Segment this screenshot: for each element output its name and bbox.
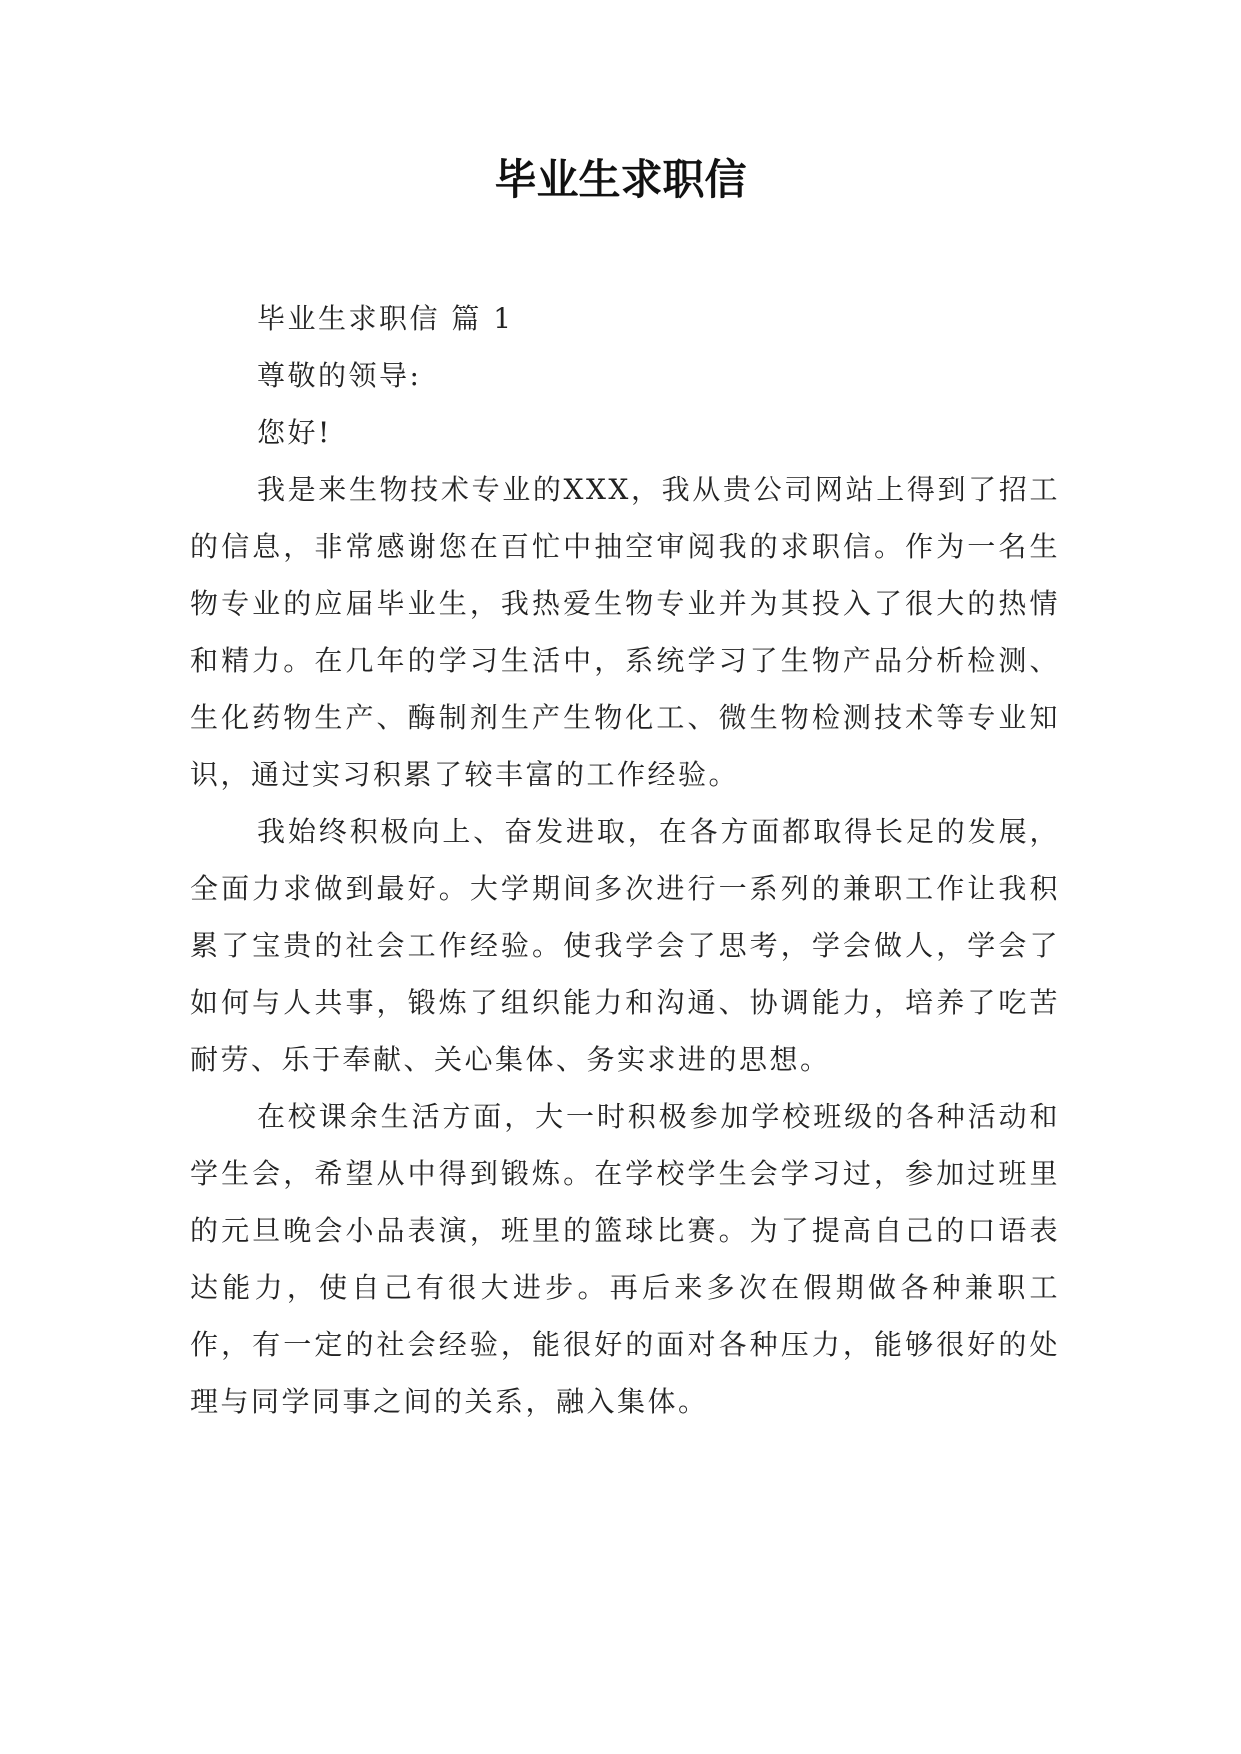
- section-heading: 毕业生求职信 篇 1: [257, 302, 514, 335]
- salutation: 尊敬的领导:: [257, 359, 422, 392]
- greeting: 您好!: [257, 416, 332, 449]
- body-paragraph: 我始终积极向上、奋发进取，在各方面都取得长足的发展，全面力求做到最好。大学期间多次进行一系列的兼职工作让我积累了宝贵的社会工作经验。使我学会了思考，学会做人，学会了如何与人共事，锻炼了组织能力和沟通、协调能力，培养了吃苦耐劳、乐于奉献、关心集体、务实求进的思想。: [190, 815, 1060, 1076]
- body-paragraph: 我是来生物技术专业的XXX，我从贵公司网站上得到了招工的信息，非常感谢您在百忙中抽空审阅我的求职信。作为一名生物专业的应届毕业生，我热爱生物专业并为其投入了很大的热情和精力。在几年的学习生活中，系统学习了生物产品分析检测、生化药物生产、酶制剂生产生物化工、微生物检测技术等专业知识，通过实习积累了较丰富的工作经验。: [190, 473, 1060, 791]
- body-paragraph: 在校课余生活方面，大一时积极参加学校班级的各种活动和学生会，希望从中得到锻炼。在学校学生会学习过，参加过班里的元旦晚会小品表演，班里的篮球比赛。为了提高自己的口语表达能力，使自己有很大进步。再后来多次在假期做各种兼职工作，有一定的社会经验，能很好的面对各种压力，能够很好的处理与同学同事之间的关系，融入集体。: [190, 1100, 1060, 1418]
- letter-body: [190, 290, 1060, 1430]
- page-title: 毕业生求职信: [494, 155, 747, 204]
